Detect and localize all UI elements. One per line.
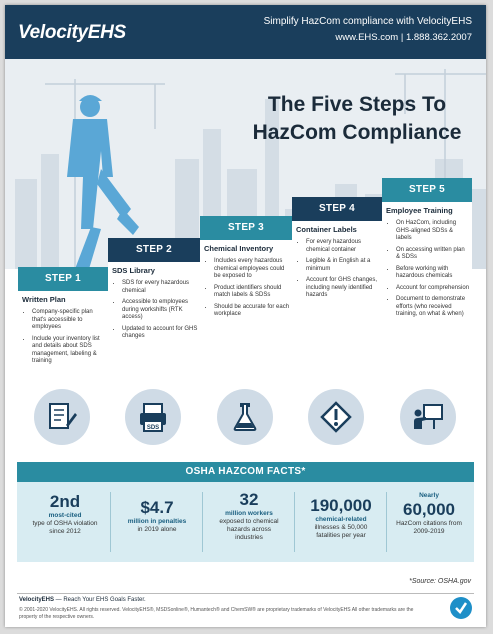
step-2-column	[108, 262, 200, 396]
header-bar	[5, 5, 486, 59]
facts-panel	[17, 482, 474, 562]
velocityehs-logo: VelocityEHS	[18, 22, 126, 43]
checkmark-icon	[450, 597, 472, 619]
fact-most-cited: 2nd most-cited type of OSHA violation since 2012	[32, 492, 98, 535]
list-item: • Should be accurate for each workplace	[214, 304, 290, 319]
list-item: • Accessible to employees during workshifts (RTK access)	[122, 299, 198, 322]
step-5-heading: Employee Training	[386, 206, 453, 215]
list-item: • Include your inventory list and details about SDS management, labeling & training	[32, 336, 108, 366]
list-item: • Document to demonstrate efforts (who received training, on what & when)	[396, 296, 470, 319]
step-4-column	[292, 221, 382, 390]
flask-icon	[217, 389, 273, 445]
source-note: *Source: OSHA.gov	[409, 578, 471, 585]
footer-divider	[17, 593, 474, 594]
step-5-list	[386, 220, 470, 319]
list-item: • SDS for every hazardous chemical	[122, 280, 198, 295]
step-3-heading: Chemical Inventory	[204, 244, 274, 253]
step-2-heading: SDS Library	[112, 266, 155, 275]
header-tagline: Simplify HazCom compliance with VelocityEHS	[263, 16, 472, 27]
step-1-heading: Written Plan	[22, 295, 66, 304]
list-item: • Account for GHS changes, including newly identified hazards	[306, 277, 380, 300]
step-4-header: STEP 4	[292, 197, 382, 221]
list-item: • Account for comprehension	[396, 285, 470, 293]
step-1-list	[22, 309, 108, 366]
step-3-header: STEP 3	[200, 216, 292, 240]
step-5-header: STEP 5	[382, 178, 472, 202]
facts-title: OSHA HAZCOM FACTS*	[17, 462, 474, 482]
warning-diamond-icon	[308, 389, 364, 445]
list-item: • On accessing written plan & SDSs	[396, 247, 470, 262]
step-2-list	[112, 280, 198, 341]
sds-printer-icon	[125, 389, 181, 445]
list-item: • For every hazardous chemical container	[306, 239, 380, 254]
fact-illnesses: 190,000 chemical-related illnesses & 50,000 fatalities per year	[310, 496, 372, 539]
step-4-list	[296, 239, 380, 300]
flyer-page	[5, 5, 486, 627]
step-4-heading: Container Labels	[296, 225, 357, 234]
header-contact[interactable]: www.EHS.com | 1.888.362.2007	[335, 32, 472, 43]
fact-workers: 32 million workers exposed to chemical hazards across industries	[219, 490, 279, 541]
list-item: • Updated to account for GHS changes	[122, 326, 198, 341]
list-item: • Product identifiers should match labels & SDSs	[214, 285, 290, 300]
step-3-list	[204, 258, 290, 319]
svg-text:SDS: SDS	[146, 425, 160, 431]
list-item: • On HazCom, including GHS-aligned SDSs & labels	[396, 220, 470, 243]
footer-slogan: VelocityEHS — Reach Your EHS Goals Faster.	[19, 597, 146, 603]
step-3-column	[200, 240, 292, 394]
list-item: • Before working with hazardous chemicals	[396, 266, 470, 281]
fact-citations: Nearly 60,000 HazCom citations from 2009-2019	[396, 492, 462, 535]
step-2-header: STEP 2	[108, 238, 200, 262]
page-title: The Five Steps To HazCom Compliance	[252, 93, 462, 144]
presentation-icon	[400, 389, 456, 445]
list-item: • Company-specific plan that's accessible to employees	[32, 309, 108, 332]
fact-penalties: $4.7 million in penalties in 2019 alone	[127, 498, 187, 533]
document-pen-icon	[34, 389, 90, 445]
list-item: • Legible & in English at a minimum	[306, 258, 380, 273]
step-1-header: STEP 1	[18, 267, 108, 291]
footer-legal: © 2001-2020 VelocityEHS. All rights reserved. VelocityEHS®, MSDSonline®, Humantech® and ChemSW® are proprietary trademarks of VelocityEHS All other trademarks are the property of the respective owners.	[19, 607, 414, 620]
step-5-column	[382, 202, 472, 391]
list-item: • Includes every hazardous chemical employees could be exposed to	[214, 258, 290, 281]
